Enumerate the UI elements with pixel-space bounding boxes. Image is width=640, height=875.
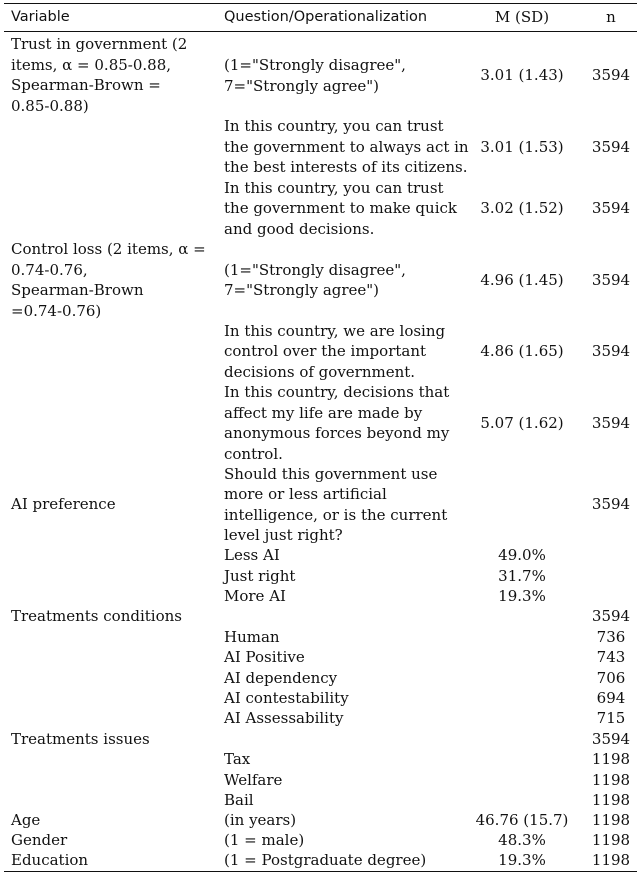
treat-cond-label: Treatments conditions: [11, 607, 182, 625]
ai-pref-option-pct: 31.7%: [498, 566, 546, 585]
trust-item1-mean: 3.01 (1.53): [480, 137, 564, 156]
control-item2-line1: In this country, decisions that: [224, 383, 450, 401]
ai-pref-question-line1: Should this government use: [224, 464, 438, 483]
trust-item2-mean: 3.02 (1.52): [480, 199, 564, 217]
header-question: Question/Operationalization: [224, 9, 428, 25]
trust-label-line4: 0.85-0.88): [11, 96, 89, 115]
trust-item1-line3: the best interests of its citizens.: [224, 158, 468, 176]
treat-issues-item-n: 1198: [591, 791, 631, 809]
demo-age-mean: 46.76 (15.7): [475, 811, 569, 829]
header-n: n: [606, 8, 616, 26]
treat-cond-item-label: AI dependency: [224, 668, 338, 687]
trust-item2-line3: and good decisions.: [224, 219, 375, 238]
demo-education-label: Education: [11, 851, 89, 869]
table-top-rule: [4, 3, 637, 4]
control-scale-n: 3594: [591, 270, 631, 289]
control-item2-line3: anonymous forces beyond my: [224, 424, 450, 442]
trust-label-line1: Trust in government (2: [11, 35, 188, 53]
demo-gender-question: (1 = male): [224, 831, 305, 849]
control-scale-mean: 4.96 (1.45): [480, 270, 564, 289]
trust-item2-n: 3594: [591, 199, 631, 217]
control-label-line4: =0.74-0.76): [11, 301, 102, 320]
trust-item1-line1: In this country, you can trust: [224, 117, 444, 135]
treat-cond-item-label: AI contestability: [224, 689, 349, 707]
ai-pref-question-line2: more or less artificial: [224, 485, 387, 503]
control-item2-mean: 5.07 (1.62): [480, 413, 564, 432]
demo-age-n: 1198: [591, 811, 631, 829]
treat-cond-item-n: 706: [596, 668, 626, 687]
ai-pref-option-label: Less AI: [224, 546, 280, 564]
treat-issues-item-label: Tax: [224, 750, 251, 768]
treat-issues-item-label: Bail: [224, 791, 254, 809]
control-scale-line1: (1="Strongly disagree",: [224, 260, 406, 279]
ai-pref-question-line4: level just right?: [224, 526, 343, 544]
treat-cond-item-n: 743: [596, 648, 626, 666]
trust-scale-line2: 7="Strongly agree"): [224, 76, 380, 95]
treat-issues-item-n: 1198: [591, 750, 631, 768]
trust-scale-mean: 3.01 (1.43): [480, 66, 564, 84]
control-item2-line4: control.: [224, 444, 283, 463]
control-item1-mean: 4.86 (1.65): [480, 342, 564, 360]
demo-gender-mean: 48.3%: [498, 831, 546, 849]
treat-cond-item-n: 715: [596, 709, 626, 727]
trust-scale-line1: (1="Strongly disagree",: [224, 56, 406, 74]
control-item2-n: 3594: [591, 413, 631, 432]
demo-education-mean: 19.3%: [498, 851, 546, 869]
demo-gender-n: 1198: [591, 831, 631, 849]
trust-scale-n: 3594: [591, 66, 631, 84]
ai-pref-option-pct: 49.0%: [498, 546, 546, 564]
trust-label-line3: Spearman-Brown =: [11, 76, 161, 94]
demo-education-question: (1 = Postgraduate degree): [224, 851, 427, 869]
control-item1-line2: control over the important: [224, 342, 427, 360]
ai-pref-option-pct: 19.3%: [498, 587, 546, 605]
treat-cond-item-label: Human: [224, 627, 280, 646]
treat-cond-n: 3594: [591, 607, 631, 625]
treat-cond-item-label: AI Assessability: [224, 709, 344, 727]
trust-label-line2: items, α = 0.85-0.88,: [11, 55, 172, 74]
table-bottom-rule: [4, 871, 637, 872]
control-item1-line1: In this country, we are losing: [224, 321, 446, 340]
demo-gender-label: Gender: [11, 831, 68, 849]
ai-pref-question-line3: intelligence, or is the current: [224, 505, 448, 524]
control-item1-n: 3594: [591, 342, 631, 360]
treat-cond-item-n: 694: [596, 689, 626, 707]
trust-item2-line1: In this country, you can trust: [224, 178, 444, 197]
treat-issues-item-label: Welfare: [224, 770, 283, 789]
treat-issues-n: 3594: [591, 729, 631, 748]
table-header-rule: [4, 31, 637, 32]
ai-pref-n: 3594: [591, 494, 631, 513]
demo-age-label: Age: [11, 811, 41, 829]
trust-item2-line2: the government to make quick: [224, 199, 457, 217]
control-item1-line3: decisions of government.: [224, 362, 416, 381]
ai-pref-option-label: More AI: [224, 587, 286, 605]
treat-cond-item-label: AI Positive: [224, 648, 305, 666]
ai-pref-label: AI preference: [11, 494, 116, 513]
treat-issues-item-n: 1198: [591, 770, 631, 789]
treat-issues-label: Treatments issues: [11, 729, 150, 748]
demo-age-question: (in years): [224, 811, 297, 829]
header-mean-sd: M (SD): [494, 8, 550, 26]
demo-education-n: 1198: [591, 851, 631, 869]
control-label-line1: Control loss (2 items, α =: [11, 240, 206, 258]
trust-item1-line2: the government to always act in: [224, 137, 469, 156]
control-label-line2: 0.74-0.76,: [11, 260, 88, 279]
control-scale-line2: 7="Strongly agree"): [224, 281, 380, 299]
ai-pref-option-label: Just right: [224, 566, 296, 585]
control-label-line3: Spearman-Brown: [11, 281, 144, 299]
control-item2-line2: affect my life are made by: [224, 403, 423, 422]
header-variable: Variable: [11, 9, 70, 25]
treat-cond-item-n: 736: [596, 627, 626, 646]
trust-item1-n: 3594: [591, 137, 631, 156]
